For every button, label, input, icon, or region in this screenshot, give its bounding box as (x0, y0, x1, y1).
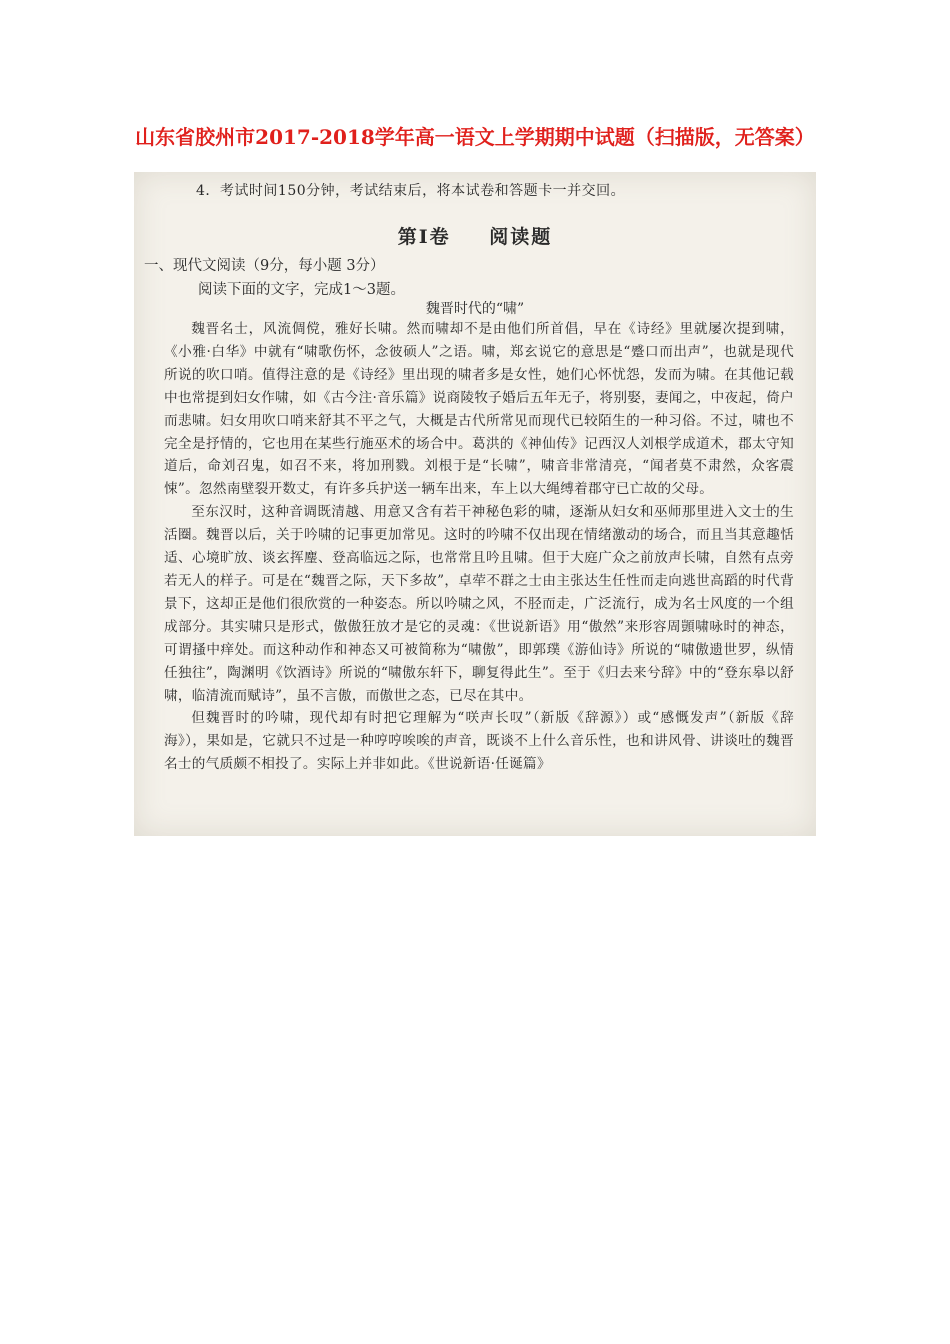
section-title: 第Ⅰ卷 阅读题 (397, 226, 553, 248)
article-paragraph: 魏晋名士，风流倜傥，雅好长啸。然而啸却不是由他们所首倡，早在《诗经》里就屡次提到啸，《小雅·白华》中就有“啸歌伤怀，念彼硕人”之语。啸，郑玄说它的意思是“蹙口而出声”，也就是现代所说的吹口哨。值得注意的是《诗经》里出现的啸者多是女性，她们心怀忧怨，发而为啸。在其他记载中也常提到妇女作啸，如《古今注·音乐篇》说商陵牧子婚后五年无子，将别娶，妻闻之，中夜起，倚户而悲啸。妇女用吹口哨来舒其不平之气，大概是古代所常见而现代已较陌生的一种习俗。不过，啸也不完全是抒情的，它也用在某些行施巫术的场合中。葛洪的《神仙传》记西汉人刘根学成道术，郡太守知道后，命刘召鬼，如召不来，将加刑戮。刘根于是“长啸”，啸音非常清亮，“闻者莫不肃然，众客震悚”。忽然南壁裂开数丈，有许多兵护送一辆车出来，车上以大绳缚着郡守已亡故的父母。 (164, 321, 794, 498)
scanned-exam-page (134, 172, 816, 836)
question-heading: 一、现代文阅读（9分，每小题 3分） (144, 258, 385, 274)
article-paragraph: 至东汉时，这种音调既清越、用意又含有若干神秘色彩的啸，逐渐从妇女和巫师那里进入文士的生活圈。魏晋以后，关于吟啸的记事更加常见。这时的吟啸不仅出现在情绪激动的场合，而且当其意趣恬适、心境旷放、谈玄挥麈、登高临远之际，也常常且吟且啸。但于大庭广众之前放声长啸，自然有点旁若无人的样子。可是在“魏晋之际，天下多故”，卓荦不群之士由主张达生任性而走向逃世高蹈的时代背景下，这却正是他们很欣赏的一种姿态。所以吟啸之风，不胫而走，广泛流行，成为名士风度的一个组成部分。其实啸只是形式，傲傲狂放才是它的灵魂：《世说新语》用“傲然”来形容周顗啸咏时的神态，可谓搔中痒处。而这种动作和神态又可被简称为“啸傲”，即郭璞《游仙诗》所说的“啸傲遗世罗，纵情任独往”，陶渊明《饮酒诗》所说的“啸傲东轩下，聊复得此生”。至于《归去来兮辞》中的“登东皋以舒啸，临清流而赋诗”，虽不言傲，而傲世之态，已尽在其中。 (164, 504, 794, 704)
article-body (164, 318, 794, 776)
document-title: 山东省胶州市2017-2018学年高一语文上学期期中试题（扫描版，无答案） (135, 125, 815, 149)
article-paragraph: 但魏晋时的吟啸，现代却有时把它理解为“咲声长叹”（新版《辞源》）或“感慨发声”（新版《辞海》），果如是，它就只不过是一种哼哼唉唉的声音，既谈不上什么音乐性，也和讲风骨、讲谈吐的魏晋名士的气质颇不相投了。实际上并非如此。《世说新语·任诞篇》 (164, 710, 794, 773)
exam-notice: 4．考试时间150分钟，考试结束后，将本试卷和答题卡一并交回。 (196, 183, 626, 199)
article-title: 魏晋时代的“啸” (425, 301, 525, 317)
reading-instruction: 阅读下面的文字，完成1～3题。 (198, 282, 405, 298)
